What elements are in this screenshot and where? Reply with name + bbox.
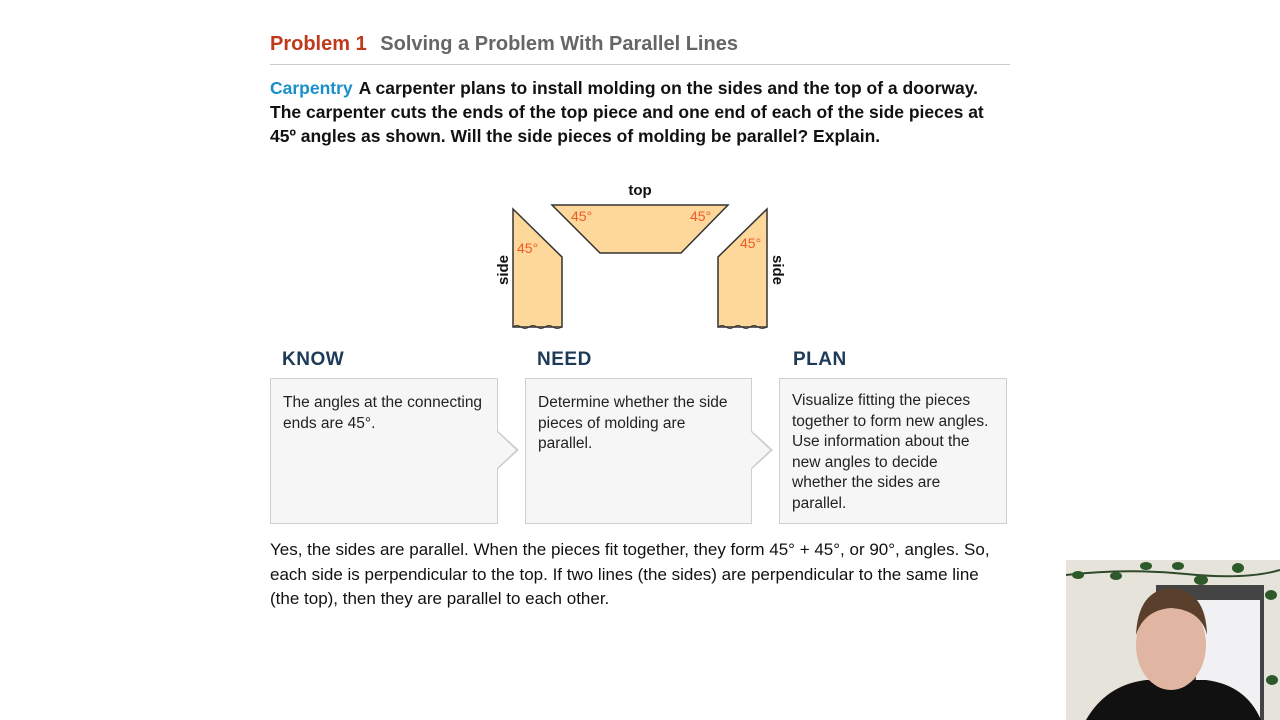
angle-label: 45°	[740, 235, 762, 251]
topic-tag: Carpentry	[270, 78, 353, 98]
presenter-video	[1066, 560, 1280, 720]
problem-prompt	[270, 76, 1010, 148]
problem-number: Problem 1	[270, 33, 367, 55]
plan-box: Visualize fitting the pieces together to form new angles. Use information about the new angles to decide whether the sides are parallel.	[779, 378, 1007, 524]
arrow-icon	[751, 430, 773, 470]
webcam-overlay	[1066, 560, 1280, 720]
left-side-piece	[513, 209, 562, 327]
need-box: Determine whether the side pieces of molding are parallel.	[525, 378, 752, 524]
side-label-left: side	[495, 254, 512, 286]
answer-text: Yes, the sides are parallel. When the pieces fit together, they form 45° + 45°, or 90°, angles. So, each side is perpendicular to the top. If two lines (the sides) are perpendicular to the same line (the top), then they are parallel to each other.	[270, 540, 990, 608]
know-heading: KNOW	[282, 349, 345, 370]
need-heading: NEED	[537, 349, 592, 370]
angle-label: 45°	[690, 208, 712, 224]
problem-title: Solving a Problem With Parallel Lines	[380, 33, 738, 55]
know-box: The angles at the connecting ends are 45°.	[270, 378, 498, 524]
plan-heading: PLAN	[793, 349, 847, 370]
right-side-piece	[718, 209, 767, 327]
arrow-icon	[497, 430, 519, 470]
problem-header	[270, 33, 1010, 65]
side-label-right: side	[769, 254, 786, 286]
molding-diagram	[490, 175, 800, 335]
angle-label: 45°	[571, 208, 593, 224]
angle-label: 45°	[517, 240, 539, 256]
top-label: top	[628, 182, 652, 199]
prompt-text: A carpenter plans to install molding on the sides and the top of a doorway. The carpenter cuts the ends of the top piece and one end of each of the side pieces at 45º angles as shown. Will the side pieces of molding be parallel? Explain.	[270, 78, 984, 146]
